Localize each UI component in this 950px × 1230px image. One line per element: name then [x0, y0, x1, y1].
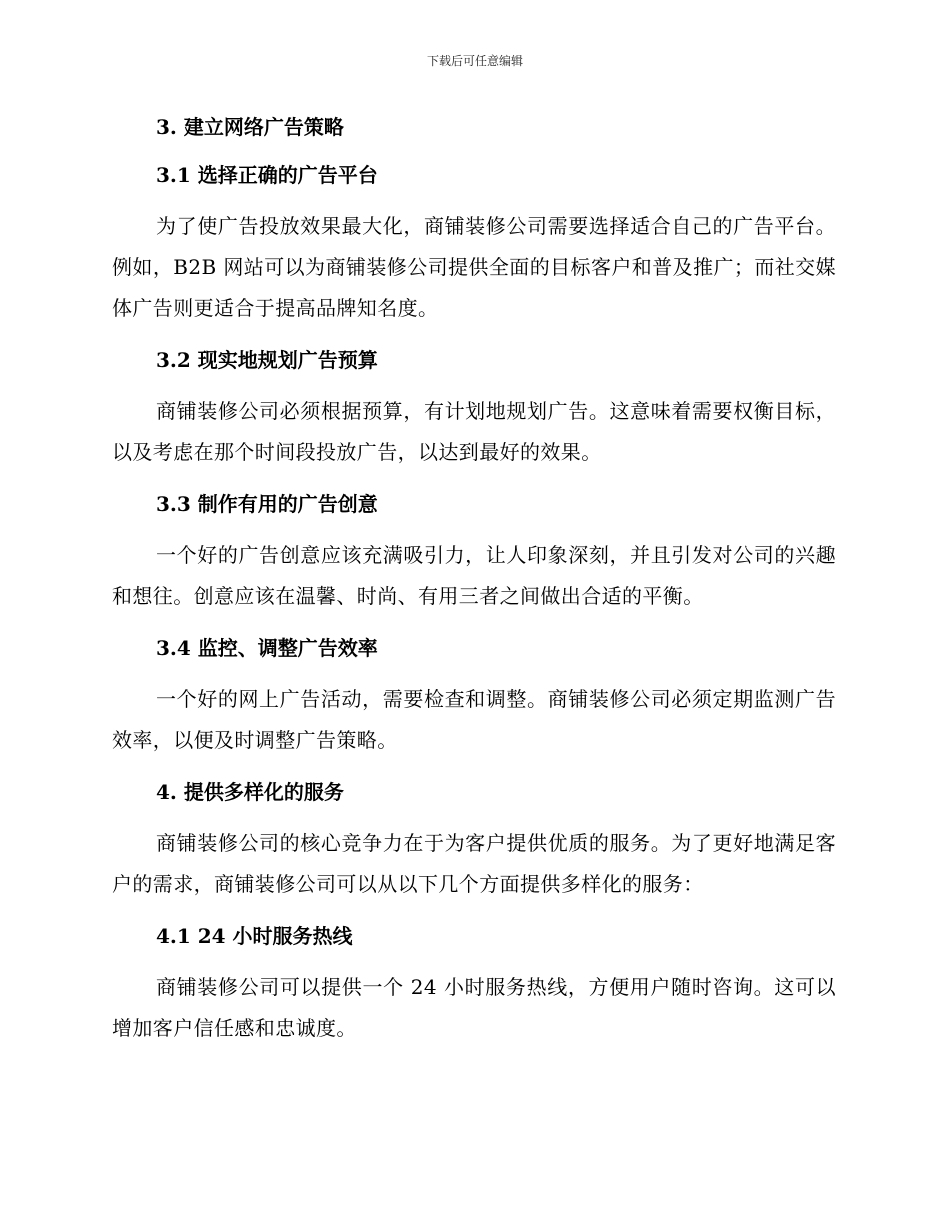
paragraph-3-1: 为了使广告投放效果最大化，商铺装修公司需要选择适合自己的广告平台。例如，B2B 网站可以为商铺装修公司提供全面的目标客户和普及推广；而社交媒体广告则更适合于提高品牌知名度。: [112, 214, 836, 320]
paragraph-4-1: 商铺装修公司可以提供一个 24 小时服务热线，方便用户随时咨询。这可以增加客户信任感和忠诚度。: [112, 975, 836, 1040]
paragraph-3-4: 一个好的网上广告活动，需要检查和调整。商铺装修公司必须定期监测广告效率，以便及时调整广告策略。: [112, 687, 836, 752]
paragraph-4: 商铺装修公司的核心竞争力在于为客户提供优质的服务。为了更好地满足客户的需求，商铺装修公司可以从以下几个方面提供多样化的服务：: [112, 831, 836, 896]
paragraph-3-2: 商铺装修公司必须根据预算，有计划地规划广告。这意味着需要权衡目标，以及考虑在那个时间段投放广告，以达到最好的效果。: [112, 399, 836, 464]
document-body: [112, 110, 836, 1063]
section-heading-4-1: 4.1 24 小时服务热线: [156, 924, 353, 948]
section-heading-3-2: 3.2 现实地规划广告预算: [156, 348, 378, 372]
paragraph-3-3: 一个好的广告创意应该充满吸引力，让人印象深刻，并且引发对公司的兴趣和想往。创意应该在温馨、时尚、有用三者之间做出合适的平衡。: [112, 543, 836, 608]
page-header-note: 下载后可任意编辑: [426, 54, 523, 68]
section-heading-3-3: 3.3 制作有用的广告创意: [156, 492, 378, 516]
section-heading-3-4: 3.4 监控、调整广告效率: [156, 636, 378, 660]
section-heading-4: 4. 提供多样化的服务: [156, 780, 344, 804]
section-heading-3: 3. 建立网络广告策略: [156, 115, 344, 139]
section-heading-3-1: 3.1 选择正确的广告平台: [156, 163, 378, 187]
